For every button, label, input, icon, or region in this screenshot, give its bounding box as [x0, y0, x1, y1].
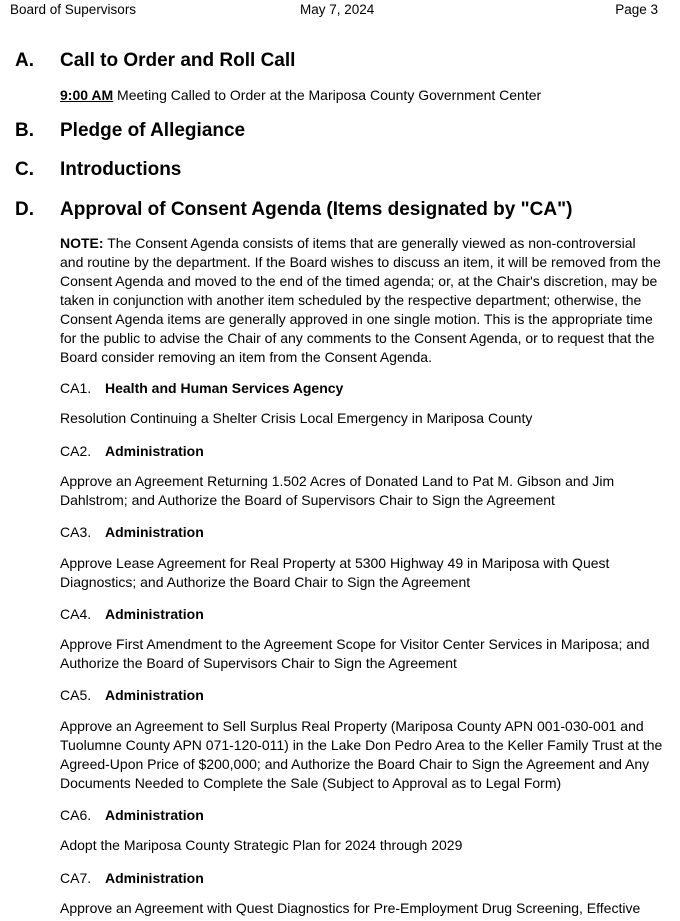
- consent-item-department: Administration: [105, 870, 204, 886]
- running-header: [0, 0, 680, 20]
- consent-item-heading: [60, 870, 204, 886]
- consent-item-department: Administration: [105, 524, 204, 540]
- consent-item-heading: [60, 807, 204, 823]
- consent-item-description: Approve First Amendment to the Agreement Scope for Visitor Center Services in Mariposa; and Authorize the Board of Supervisors Chair to Sign the Agreement: [60, 636, 650, 671]
- header-board-name: Board of Supervisors: [10, 2, 137, 17]
- note-label: NOTE:: [60, 235, 104, 251]
- section-d-title: Approval of Consent Agenda (Items designated by "CA"): [60, 199, 573, 220]
- consent-item-description: Resolution Continuing a Shelter Crisis Local Emergency in Mariposa County: [60, 410, 533, 426]
- section-c-title: Introductions: [60, 159, 182, 180]
- consent-item-heading: [60, 443, 204, 459]
- meeting-time: 9:00 AM: [60, 87, 114, 103]
- meeting-called-text: Meeting Called to Order at the Mariposa County Government Center: [113, 87, 542, 103]
- consent-item-department: Health and Human Services Agency: [105, 380, 344, 396]
- section-a-letter: A.: [15, 50, 34, 71]
- consent-item-number: CA7.: [60, 870, 92, 886]
- consent-item-number: CA2.: [60, 443, 92, 459]
- consent-item-heading: [60, 380, 343, 396]
- consent-item-heading: [60, 687, 204, 703]
- section-b-title: Pledge of Allegiance: [60, 120, 246, 141]
- consent-item-number: CA6.: [60, 807, 92, 823]
- consent-item-heading: [60, 606, 204, 622]
- consent-item-number: CA3.: [60, 524, 92, 540]
- consent-item-number: CA5.: [60, 687, 92, 703]
- section-a-text: [60, 86, 662, 105]
- consent-item-heading: [60, 524, 204, 540]
- header-page-number: Page 3: [615, 2, 658, 17]
- section-a-title: Call to Order and Roll Call: [60, 50, 296, 71]
- section-d-letter: D.: [15, 199, 34, 220]
- consent-item-department: Administration: [105, 606, 204, 622]
- header-date: May 7, 2024: [300, 2, 375, 17]
- consent-item-description: Approve an Agreement with Quest Diagnostics for Pre-Employment Drug Screening, Effective: [60, 900, 641, 916]
- section-c-letter: C.: [15, 159, 34, 180]
- consent-item-department: Administration: [105, 807, 204, 823]
- consent-item-description: Approve Lease Agreement for Real Property at 5300 Highway 49 in Mariposa with Quest Diagnostics; and Authorize the Board Chair to Sign the Agreement: [60, 555, 610, 590]
- consent-item-description: Approve an Agreement Returning 1.502 Acres of Donated Land to Pat M. Gibson and Jim Dahlstrom; and Authorize the Board of Supervisors Chair to Sign the Agreement: [60, 473, 615, 508]
- consent-item-description: Adopt the Mariposa County Strategic Plan for 2024 through 2029: [60, 837, 463, 853]
- consent-agenda-note: [60, 234, 662, 367]
- consent-item-number: CA4.: [60, 606, 92, 622]
- note-text: The Consent Agenda consists of items that are generally viewed as non-controversial and routine by the department. If the Board wishes to discuss an item, it will be removed from the Consent Agenda and moved to the end of the timed agenda; or, at the Chair's discretion, may be taken in conjunction with another item scheduled by the respective department; otherwise, the Consent Agenda items are generally approved in one single motion. This is the appropriate time for the public to advise the Chair of any comments to the Consent Agenda, or to request that the Board consider removing an item from the Consent Agenda.: [60, 235, 661, 365]
- consent-item-description: Approve an Agreement to Sell Surplus Real Property (Mariposa County APN 001-030-001 and Tuolumne County APN 071-120-011) in the Lake Don Pedro Area to the Keller Family Trust at the Agreed-Upon Price of $200,000; and Authorize the Board Chair to Sign the Agreement and Any Documents Needed to Complete the Sale (Subject to Approval as to Legal Form): [60, 718, 663, 791]
- section-b-letter: B.: [15, 120, 34, 141]
- consent-item-department: Administration: [105, 687, 204, 703]
- consent-item-number: CA1.: [60, 380, 92, 396]
- consent-item-department: Administration: [105, 443, 204, 459]
